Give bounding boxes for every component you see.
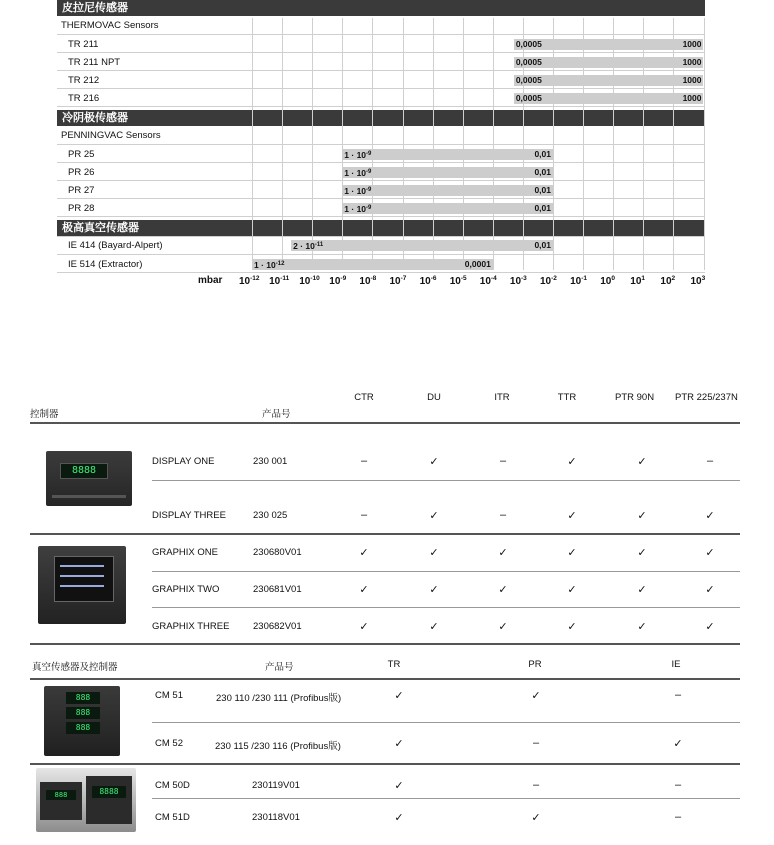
- check-mark: ✓: [637, 621, 647, 633]
- product-name: GRAPHIX THREE: [152, 621, 230, 632]
- check-mark: ✓: [429, 510, 439, 522]
- range-max-label: 0,01: [534, 167, 551, 177]
- axis-tick-label: $10^{-5}$: [449, 275, 467, 287]
- range-max-label: 1000: [682, 93, 702, 103]
- dash-mark: –: [360, 455, 368, 467]
- section-subtitle-thermovac: THERMOVAC Sensors: [61, 20, 159, 31]
- dash-mark: –: [674, 689, 682, 701]
- dash-mark: –: [532, 779, 540, 791]
- graphix-controller-image: [38, 546, 126, 624]
- row-separator: [57, 144, 705, 145]
- range-min-label: $2 \cdot 10^{-11}$: [293, 241, 324, 251]
- range-max-label: 1000: [682, 75, 702, 85]
- check-mark: ✓: [567, 456, 577, 468]
- range-chart: [0, 0, 774, 300]
- product-number: 230682V01: [253, 621, 302, 632]
- axis-tick-label: $10^{-6}$: [419, 275, 437, 287]
- row-label: PR 26: [68, 167, 95, 178]
- section-header-uhv: 极高真空传感器: [57, 220, 705, 236]
- axis-tick-label: $10^1$: [630, 275, 646, 287]
- check-mark: ✓: [498, 621, 508, 633]
- axis-tick-label: $10^{-3}$: [509, 275, 527, 287]
- check-mark: ✓: [429, 584, 439, 596]
- cm-controller-image: 888 888 888: [44, 686, 120, 756]
- section-header-penning: 冷阴极传感器: [57, 110, 705, 126]
- col-header-ptr90n: PTR 90N: [615, 392, 655, 403]
- axis-tick-label: $10^{-1}$: [570, 275, 587, 287]
- divider: [152, 607, 740, 608]
- row-separator: [57, 216, 705, 217]
- axis-tick-label: $10^{-11}$: [269, 275, 290, 287]
- check-mark: ✓: [394, 690, 404, 702]
- product-name: CM 52: [155, 738, 183, 749]
- dash-mark: –: [360, 509, 368, 521]
- col-header-controller: 控制器: [30, 409, 59, 420]
- dash-mark: –: [674, 779, 682, 791]
- axis-tick-label: $10^{-9}$: [329, 275, 347, 287]
- dash-mark: –: [532, 737, 540, 749]
- divider: [152, 480, 740, 481]
- check-mark: ✓: [394, 780, 404, 792]
- product-name: CM 51D: [155, 812, 190, 823]
- product-number: 230680V01: [253, 547, 302, 558]
- col-header-product: 产品号: [265, 662, 294, 673]
- range-max-label: 0,0001: [464, 259, 491, 269]
- axis-tick-label: $10^{-12}$: [239, 275, 260, 287]
- col-header-pr: PR: [528, 659, 542, 670]
- range-max-label: 0,01: [534, 185, 551, 195]
- row-separator: [57, 236, 705, 237]
- check-mark: ✓: [531, 690, 541, 702]
- row-separator: [57, 180, 705, 181]
- divider: [152, 798, 740, 799]
- check-mark: ✓: [567, 510, 577, 522]
- range-max-label: 0,01: [534, 149, 551, 159]
- range-max-label: 1000: [682, 57, 702, 67]
- product-number: 230118V01: [252, 812, 300, 823]
- range-min-label: $1 \cdot 10^{-9}$: [344, 186, 372, 196]
- row-separator: [57, 70, 705, 71]
- product-name: GRAPHIX ONE: [152, 547, 218, 558]
- range-max-label: 1000: [682, 39, 702, 49]
- axis-tick-label: $10^2$: [660, 275, 676, 287]
- row-label: PR 28: [68, 203, 95, 214]
- divider: [30, 678, 740, 680]
- range-min-label: $1 \cdot 10^{-9}$: [344, 204, 372, 214]
- display-controller-image: 8888: [46, 451, 132, 506]
- check-mark: ✓: [567, 621, 577, 633]
- check-mark: ✓: [637, 547, 647, 559]
- range-max-label: 0,01: [534, 203, 551, 213]
- product-name: DISPLAY ONE: [152, 456, 215, 467]
- axis-tick-label: $10^{-8}$: [359, 275, 377, 287]
- range-min-label: $1 \cdot 10^{-9}$: [344, 168, 372, 178]
- row-separator: [57, 88, 705, 89]
- divider: [30, 763, 740, 765]
- check-mark: ✓: [567, 547, 577, 559]
- check-mark: ✓: [637, 584, 647, 596]
- product-name: GRAPHIX TWO: [152, 584, 220, 595]
- col-header-product: 产品号: [262, 409, 291, 420]
- axis-tick-label: $10^{-4}$: [479, 275, 497, 287]
- product-name: DISPLAY THREE: [152, 510, 226, 521]
- row-label: TR 211 NPT: [68, 57, 121, 68]
- axis-tick-label: $10^{-7}$: [389, 275, 407, 287]
- col-header-ttr: TTR: [557, 392, 577, 403]
- check-mark: ✓: [705, 584, 715, 596]
- product-number: 230119V01: [252, 780, 300, 791]
- col-header-ie: IE: [671, 659, 681, 670]
- dash-mark: –: [499, 509, 507, 521]
- range-min-label: 0,0005: [515, 39, 542, 49]
- product-number: 230 001: [253, 456, 288, 467]
- row-separator: [57, 198, 705, 199]
- product-number: 230681V01: [253, 584, 302, 595]
- check-mark: ✓: [429, 547, 439, 559]
- axis-tick-label: $10^0$: [600, 275, 615, 287]
- check-mark: ✓: [429, 621, 439, 633]
- row-label: TR 212: [68, 75, 100, 86]
- row-separator: [57, 162, 705, 163]
- divider: [30, 422, 740, 424]
- check-mark: ✓: [359, 547, 369, 559]
- check-mark: ✓: [498, 547, 508, 559]
- col-header-ptr225: PTR 225/237N: [675, 392, 738, 403]
- row-separator: [57, 106, 705, 107]
- check-mark: ✓: [705, 621, 715, 633]
- range-min-label: 0,0005: [515, 93, 542, 103]
- check-mark: ✓: [567, 584, 577, 596]
- row-separator: [57, 272, 705, 273]
- range-min-label: 0,0005: [515, 57, 542, 67]
- product-number: 230 115 /230 116 (Profibus版): [215, 741, 341, 752]
- row-label: IE 414 (Bayard-Alpert): [68, 240, 163, 251]
- section-header-pirani: 皮拉尼传感器: [57, 0, 705, 16]
- range-min-label: 0,0005: [515, 75, 542, 85]
- axis-unit-label: mbar: [198, 275, 223, 286]
- range-min-label: $1 \cdot 10^{-12}$: [254, 260, 285, 270]
- range-min-label: $1 \cdot 10^{-9}$: [344, 150, 372, 160]
- check-mark: ✓: [637, 510, 647, 522]
- check-mark: ✓: [705, 547, 715, 559]
- check-mark: ✓: [705, 510, 715, 522]
- section-subtitle-penningvac: PENNINGVAC Sensors: [61, 130, 161, 141]
- product-number: 230 110 /230 111 (Profibus版): [216, 693, 342, 704]
- col-header-du: DU: [427, 392, 441, 403]
- row-separator: [57, 254, 705, 255]
- dash-mark: –: [706, 455, 714, 467]
- divider: [30, 533, 740, 535]
- product-name: CM 51: [155, 690, 183, 701]
- row-label: PR 27: [68, 185, 95, 196]
- cm-d-controller-image: 888 8888: [36, 768, 136, 832]
- row-separator: [57, 34, 705, 35]
- check-mark: ✓: [359, 621, 369, 633]
- axis-tick-label: $10^3$: [690, 275, 706, 287]
- range-max-label: 0,01: [534, 240, 551, 250]
- check-mark: ✓: [394, 738, 404, 750]
- dash-mark: –: [499, 455, 507, 467]
- check-mark: ✓: [498, 584, 508, 596]
- divider: [30, 643, 740, 645]
- check-mark: ✓: [637, 456, 647, 468]
- divider: [152, 571, 740, 572]
- col-header-sensor-controller: 真空传感器及控制器: [32, 662, 118, 673]
- row-separator: [57, 52, 705, 53]
- product-number: 230 025: [253, 510, 288, 521]
- row-label: TR 216: [68, 93, 100, 104]
- col-header-ctr: CTR: [354, 392, 374, 403]
- check-mark: ✓: [359, 584, 369, 596]
- col-header-itr: ITR: [494, 392, 510, 403]
- check-mark: ✓: [531, 812, 541, 824]
- divider: [152, 722, 740, 723]
- row-label: PR 25: [68, 149, 95, 160]
- col-header-tr: TR: [387, 659, 401, 670]
- check-mark: ✓: [394, 812, 404, 824]
- product-name: CM 50D: [155, 780, 190, 791]
- dash-mark: –: [674, 811, 682, 823]
- axis-tick-label: $10^{-2}$: [540, 275, 557, 287]
- row-label: IE 514 (Extractor): [68, 259, 143, 270]
- axis-tick-label: $10^{-10}$: [299, 275, 320, 287]
- row-label: TR 211: [68, 39, 99, 50]
- check-mark: ✓: [429, 456, 439, 468]
- check-mark: ✓: [673, 738, 683, 750]
